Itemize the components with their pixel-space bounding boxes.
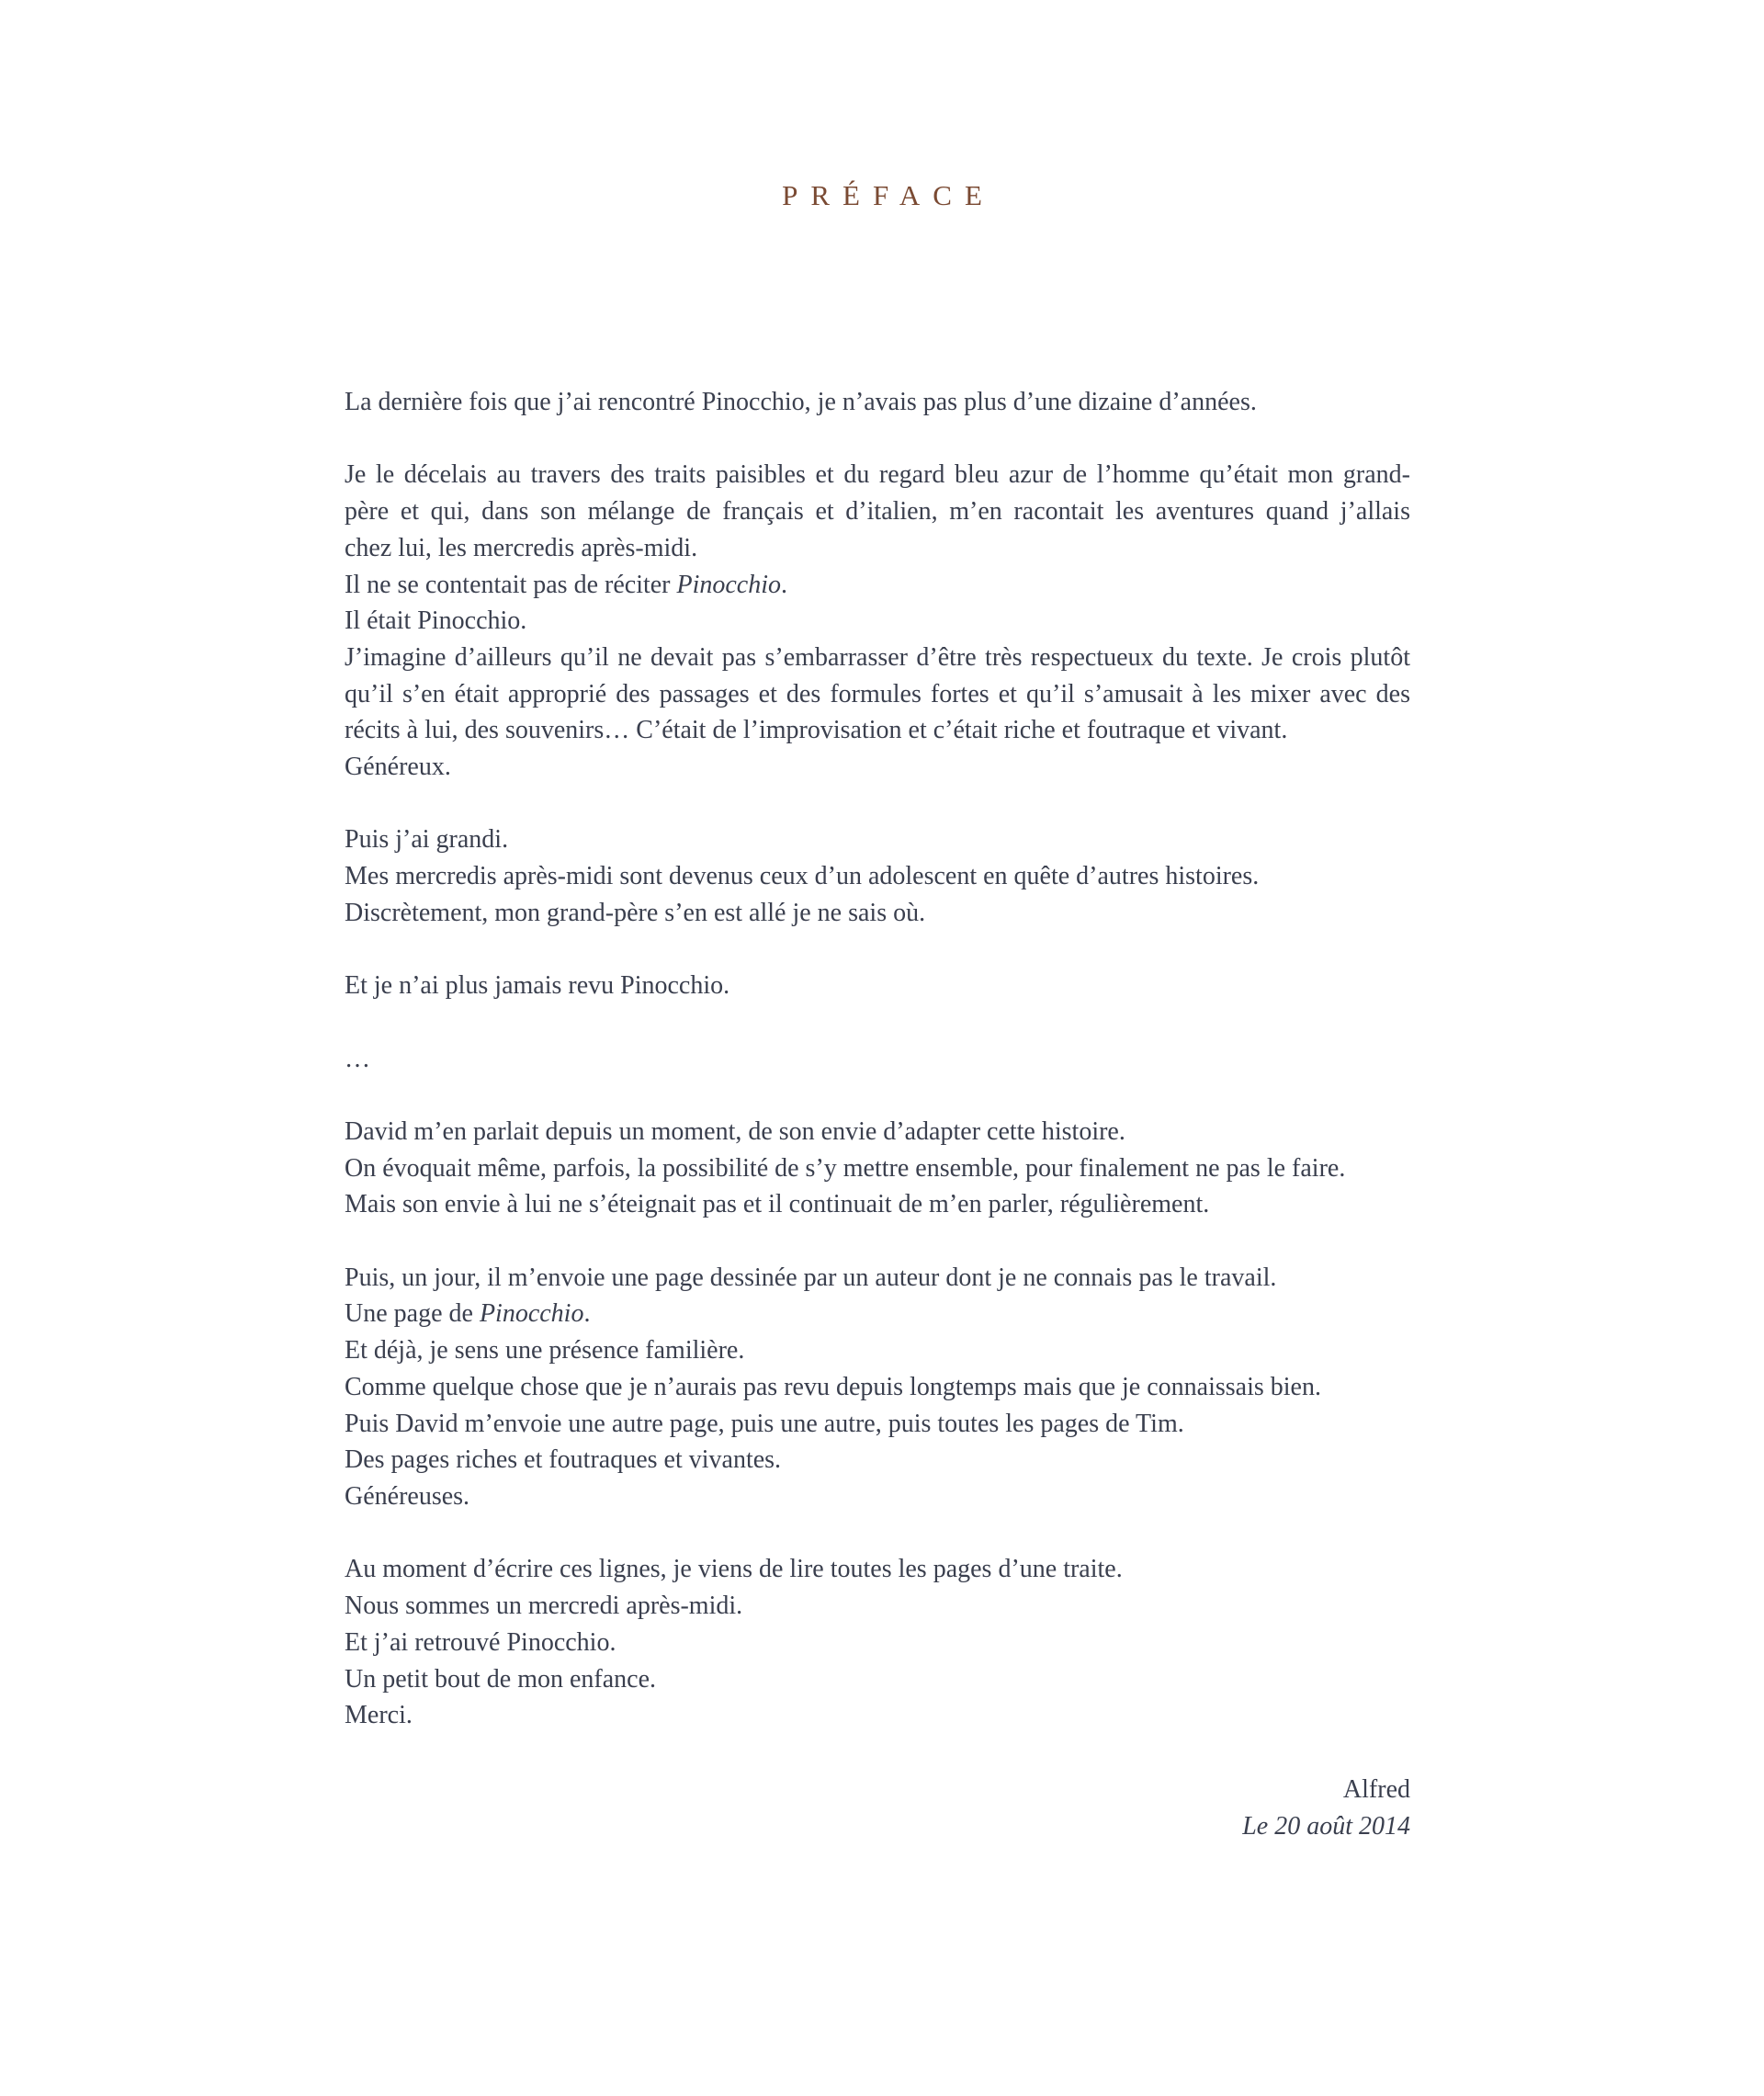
text-line xyxy=(345,567,1410,604)
text-line: Au moment d’écrire ces lignes, je viens de lire toutes les pages d’une traite. xyxy=(345,1555,1123,1584)
paragraph-gap xyxy=(345,1223,1410,1260)
text-line: Puis, un jour, il m’envoie une page dessinée par un auteur dont je ne connais pas le travail. xyxy=(345,1263,1277,1292)
paragraph-gap xyxy=(345,1004,1410,1041)
text-line: Mais son envie à lui ne s’éteignait pas et il continuait de m’en parler, régulièrement. xyxy=(345,1190,1210,1219)
text-line: Il était Pinocchio. xyxy=(345,606,527,636)
italic-title: Pinocchio xyxy=(479,1299,584,1329)
text-line: père et qui, dans son mélange de français et d’italien, m’en racontait les aventures quand j’allais xyxy=(345,497,1410,527)
text-line: Et j’ai retrouvé Pinocchio. xyxy=(345,1627,616,1657)
paragraph-gap xyxy=(345,786,1410,822)
page-title: PRÉFACE xyxy=(782,179,995,211)
text-line: David m’en parlait depuis un moment, de son envie d’adapter cette histoire. xyxy=(345,1116,1125,1146)
preface-body xyxy=(345,384,1410,1734)
text-line: Merci. xyxy=(345,1701,413,1730)
italic-title: Pinocchio xyxy=(676,570,782,599)
text-line: Puis j’ai grandi. xyxy=(345,825,509,855)
text-line: Généreuses. xyxy=(345,1482,470,1511)
paragraph-gap xyxy=(345,421,1410,458)
text-line: Et déjà, je sens une présence familière. xyxy=(345,1336,745,1365)
text-fragment: . xyxy=(583,1299,591,1329)
text-fragment: . xyxy=(781,570,788,599)
text-line: Discrètement, mon grand-père s’en est allé je ne sais où. xyxy=(345,898,926,927)
text-fragment: Une page de xyxy=(345,1299,480,1329)
section-ellipsis: … xyxy=(345,1044,370,1073)
text-line xyxy=(345,1296,1410,1332)
paragraph-gap xyxy=(345,1515,1410,1552)
paragraph-gap xyxy=(345,1077,1410,1114)
text-fragment: Il ne se contentait pas de réciter xyxy=(345,570,677,599)
signature-date: Le 20 août 2014 xyxy=(1242,1811,1410,1841)
text-line: Un petit bout de mon enfance. xyxy=(345,1664,657,1694)
text-line: Mes mercredis après-midi sont devenus ceux d’un adolescent en quête d’autres histoires. xyxy=(345,862,1260,891)
text-line: Je le décelais au travers des traits paisibles et du regard bleu azur de l’homme qu’était mon grand- xyxy=(345,460,1410,490)
text-line: récits à lui, des souvenirs… C’était de l’improvisation et c’était riche et foutraque et vivant. xyxy=(345,716,1288,745)
paragraph-gap xyxy=(345,932,1410,969)
text-line: Comme quelque chose que je n’aurais pas revu depuis longtemps mais que je connaissais bien. xyxy=(345,1372,1321,1401)
signature-author: Alfred xyxy=(1342,1775,1410,1804)
text-line: qu’il s’en était approprié des passages et des formules fortes et qu’il s’amusait à les mixer avec des xyxy=(345,679,1410,708)
text-line: La dernière fois que j’ai rencontré Pinocchio, je n’avais pas plus d’une dizaine d’années. xyxy=(345,388,1257,416)
text-line: chez lui, les mercredis après-midi. xyxy=(345,533,698,562)
text-line: Nous sommes un mercredi après-midi. xyxy=(345,1592,743,1621)
text-line: On évoquait même, parfois, la possibilité de s’y mettre ensemble, pour finalement ne pas le faire. xyxy=(345,1153,1346,1183)
text-line: J’imagine d’ailleurs qu’il ne devait pas s’embarrasser d’être très respectueux du texte. Je crois plutôt xyxy=(345,642,1410,672)
signature-block xyxy=(345,1772,1410,1844)
text-line: Et je n’ai plus jamais revu Pinocchio. xyxy=(345,971,730,1001)
text-line: Puis David m’envoie une autre page, puis une autre, puis toutes les pages de Tim. xyxy=(345,1409,1184,1438)
text-line: Des pages riches et foutraques et vivantes. xyxy=(345,1445,782,1475)
text-line: Généreux. xyxy=(345,753,451,782)
